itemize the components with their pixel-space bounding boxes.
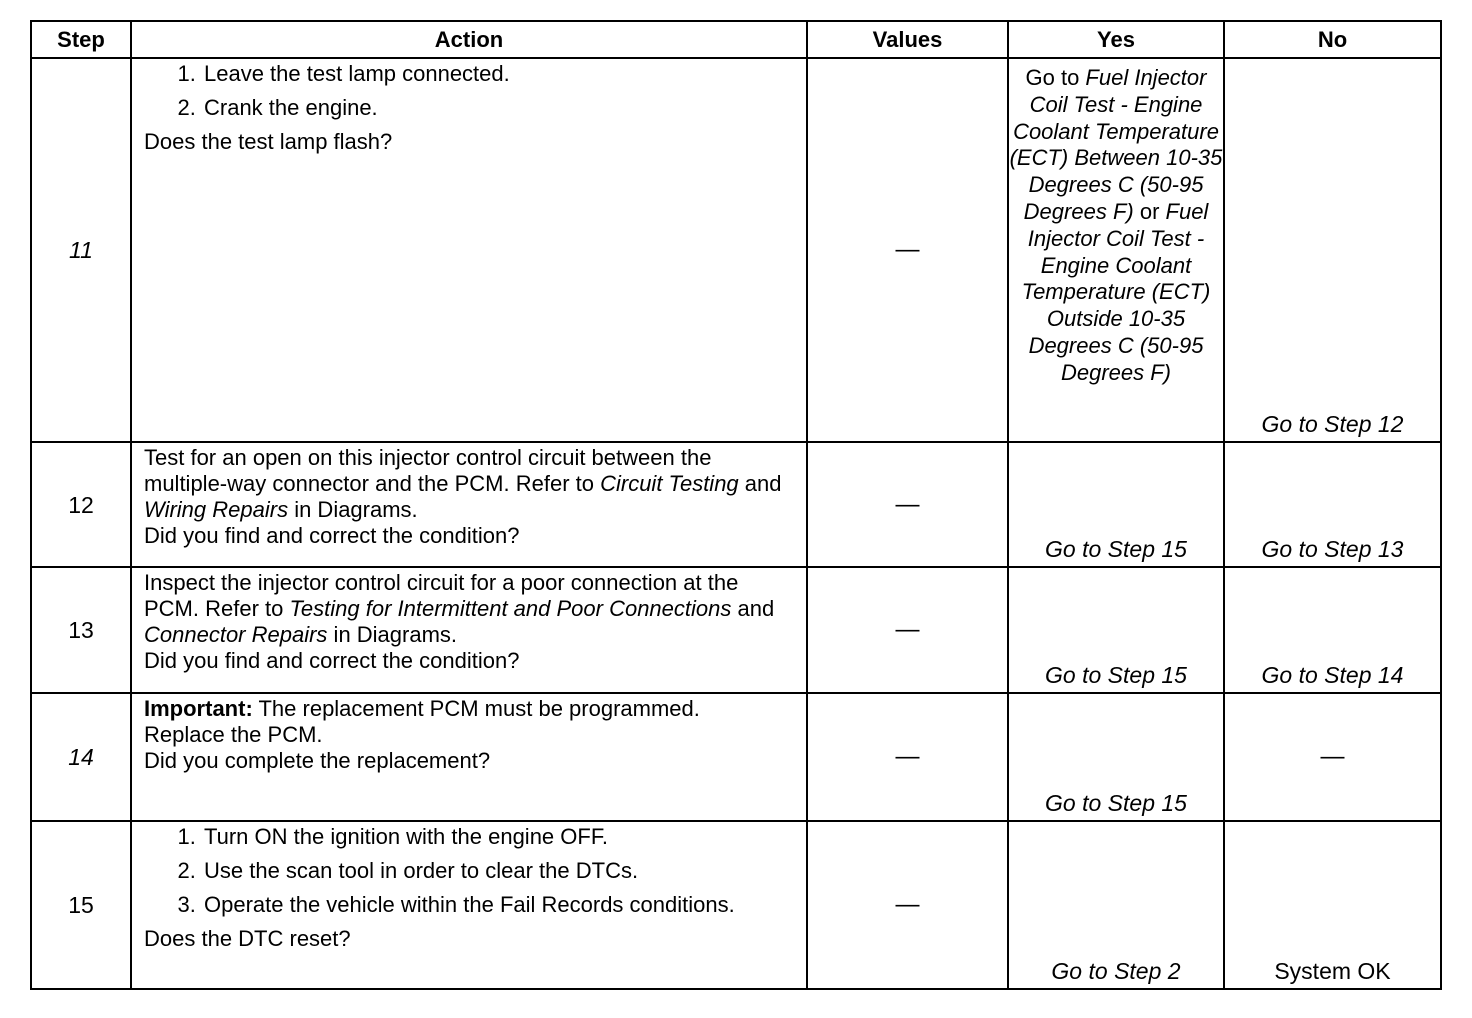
values-cell: — (807, 442, 1008, 567)
yes-cell (1008, 58, 1224, 442)
table-row (31, 693, 1441, 821)
reference-link[interactable]: Circuit Testing (600, 471, 739, 496)
yes-cell[interactable]: Go to Step 15 (1008, 442, 1224, 567)
action-question: Did you complete the replacement? (144, 748, 491, 773)
action-item: 1. Turn ON the ignition with the engine OFF. (202, 824, 796, 850)
action-item: 3. Operate the vehicle within the Fail Records conditions. (202, 892, 796, 918)
action-list (144, 61, 796, 121)
action-question: Did you find and correct the condition? (144, 523, 520, 548)
table-row (31, 58, 1441, 442)
table-row (31, 442, 1441, 567)
step-number: 12 (31, 442, 131, 567)
action-cell (131, 821, 807, 989)
yes-text: or (1133, 198, 1166, 224)
step-number: 13 (31, 567, 131, 693)
header-values: Values (807, 21, 1008, 58)
no-cell: System OK (1224, 821, 1441, 989)
table-row (31, 567, 1441, 693)
action-text-part: Test for an open on this injector control circuit between the multiple-way connector and the PCM. Refer to (144, 445, 712, 496)
action-text-part: and (738, 471, 782, 496)
step-number: 14 (31, 693, 131, 821)
yes-cell[interactable]: Go to Step 15 (1008, 567, 1224, 693)
reference-link[interactable]: Testing for Intermittent and Poor Connections (289, 596, 732, 621)
yes-cell[interactable]: Go to Step 2 (1008, 821, 1224, 989)
action-text: Replace the PCM. (144, 722, 323, 747)
action-text-part: in Diagrams. (327, 622, 458, 647)
action-item: 2. Use the scan tool in order to clear the DTCs. (202, 858, 796, 884)
action-question: Does the test lamp flash? (144, 129, 393, 154)
no-cell[interactable]: Go to Step 13 (1224, 442, 1441, 567)
action-cell (131, 442, 807, 567)
action-text-part: Inspect the injector control circuit for a poor connection at the PCM. Refer to (144, 570, 739, 621)
yes-text: Go to (1025, 65, 1086, 90)
no-cell: — (1224, 693, 1441, 821)
values-cell: — (807, 567, 1008, 693)
action-cell (131, 693, 807, 821)
header-yes: Yes (1008, 21, 1224, 58)
values-cell: — (807, 58, 1008, 442)
important-text: The replacement PCM must be programmed. (252, 696, 700, 721)
action-question: Does the DTC reset? (144, 926, 351, 951)
header-action: Action (131, 21, 807, 58)
reference-link[interactable]: Wiring Repairs (144, 497, 289, 522)
step-number: 11 (31, 58, 131, 442)
header-row (31, 21, 1441, 58)
action-question: Did you find and correct the condition? (144, 648, 520, 673)
diagnostic-table (30, 20, 1442, 990)
action-text (144, 570, 796, 648)
action-item: 2. Crank the engine. (202, 95, 796, 121)
yes-cell[interactable]: Go to Step 15 (1008, 693, 1224, 821)
action-list (144, 824, 796, 918)
header-no: No (1224, 21, 1441, 58)
values-cell: — (807, 821, 1008, 989)
yes-link[interactable]: Fuel Injector Coil Test - Engine Coolant Temperature (ECT) Outside 10-35 Degrees C (50-95 Degrees F) (1021, 198, 1211, 385)
yes-link[interactable]: Fuel Injector Coil Test - Engine Coolant Temperature (ECT) Between 10-35 Degrees C (50-95 Degrees F) (1009, 65, 1223, 224)
header-step: Step (31, 21, 131, 58)
values-cell: — (807, 693, 1008, 821)
table-row (31, 821, 1441, 989)
action-text (144, 445, 796, 523)
reference-link[interactable]: Connector Repairs (144, 622, 328, 647)
important-note (144, 696, 796, 722)
action-item: 1. Leave the test lamp connected. (202, 61, 796, 87)
action-text-part: and (731, 596, 775, 621)
action-cell (131, 567, 807, 693)
step-number: 15 (31, 821, 131, 989)
no-cell[interactable]: Go to Step 12 (1224, 58, 1441, 442)
no-cell[interactable]: Go to Step 14 (1224, 567, 1441, 693)
action-text-part: in Diagrams. (288, 497, 418, 522)
action-cell (131, 58, 807, 442)
important-label: Important: (144, 696, 253, 721)
